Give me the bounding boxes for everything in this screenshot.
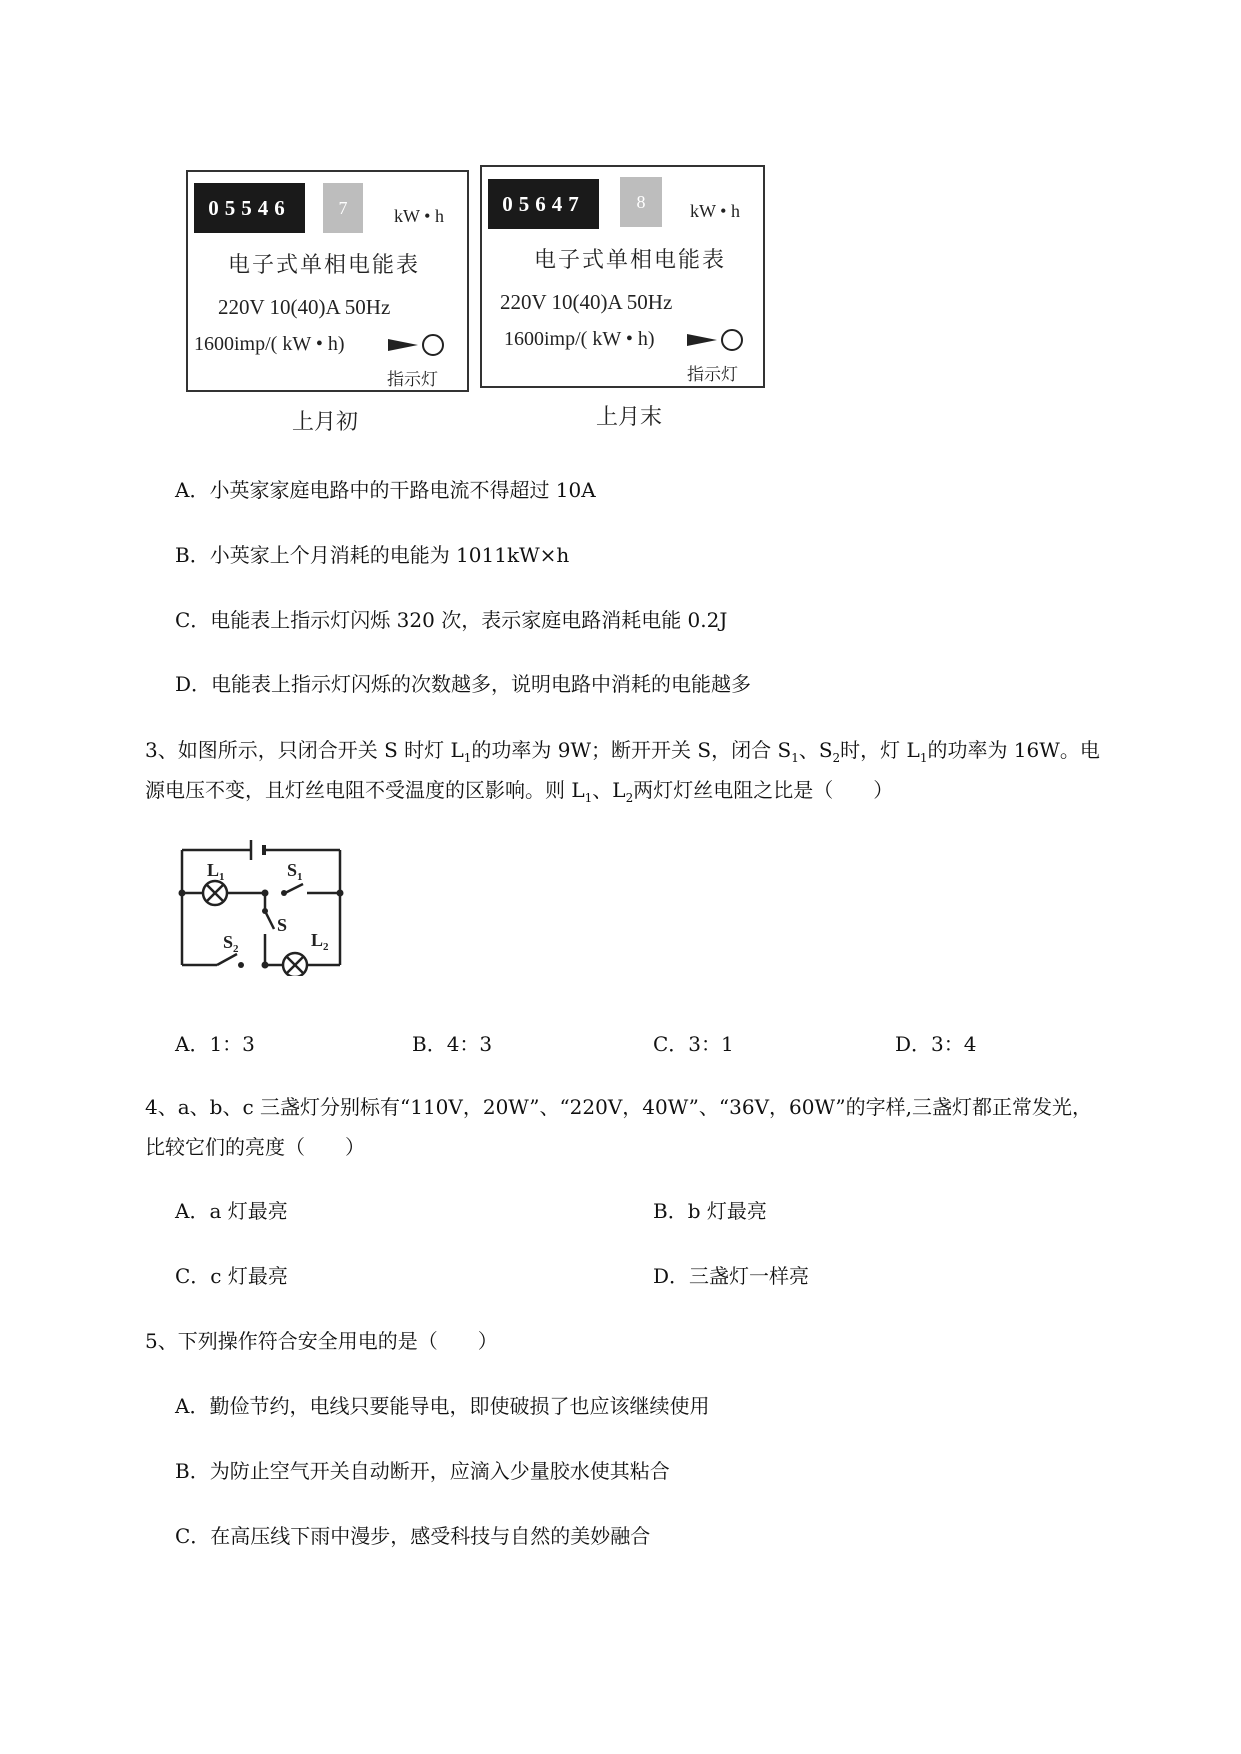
meter-unit: kW • h [690,201,740,221]
q3-stem-line1: 3、如图所示，只闭合开关 S 时灯 $L_1$的功率为 9W；断开开关 S，闭合 $S_1$、$S_2$时，灯 $L_1$的功率为 16W。电 [145,738,1100,765]
q2-option-b: B．小英家上个月消耗的电能为 1011kW×h [175,543,570,567]
meter-name: 电子式单相电能表 [228,252,421,277]
circuit-diagram [175,836,350,976]
q2-option-a: A．小英家家庭电路中的干路电流不得超过 10A [175,478,596,502]
q3-option-c: C．3：1 [653,1032,734,1056]
meter-caption: 上月初 [292,410,359,435]
q3-option-b: B．4：3 [412,1032,493,1056]
indicator-light-icon [388,332,448,358]
q5-option-c: C．在高压线下雨中漫步，感受科技与自然的美妙融合 [175,1524,651,1548]
label-S2: $S_2$ [223,932,239,955]
q2-option-c: C．电能表上指示灯闪烁 320 次，表示家庭电路消耗电能 0.2J [175,608,728,632]
meter-spec: 220V 10(40)A 50Hz [218,295,391,319]
meter-impulse: 1600imp/( kW • h) [194,333,345,355]
q3-option-a: A．1：3 [175,1032,255,1056]
meter-reading-digits: 05546 [194,183,305,233]
meter-impulse: 1600imp/( kW • h) [504,328,655,350]
meter-reading-digits: 05647 [488,179,599,229]
q4-option-b: B．b 灯最亮 [653,1199,767,1223]
meter-name: 电子式单相电能表 [534,247,727,272]
q5-stem: 5、下列操作符合安全用电的是（ ） [145,1329,498,1353]
q5-option-a: A．勤俭节约，电线只要能导电，即使破损了也应该继续使用 [175,1394,710,1418]
meter-caption: 上月末 [596,405,663,430]
label-L2: $L_2$ [311,930,329,953]
q2-option-d: D．电能表上指示灯闪烁的次数越多，说明电路中消耗的电能越多 [175,672,752,696]
meter-unit: kW • h [394,206,444,226]
q4-option-c: C．c 灯最亮 [175,1264,288,1288]
label-S1: $S_1$ [287,860,303,883]
label-L1: $L_1$ [207,860,225,883]
meter-spec: 220V 10(40)A 50Hz [500,290,673,314]
q4-option-a: A．a 灯最亮 [175,1199,288,1223]
meter-last-month-start [186,170,469,392]
q5-option-b: B．为防止空气开关自动断开，应滴入少量胶水使其粘合 [175,1459,670,1483]
indicator-light-icon [687,327,747,353]
meter-reading-decimal: 7 [323,183,363,233]
label-S: S [277,915,288,935]
indicator-label: 指示灯 [387,370,438,389]
q4-option-d: D．三盏灯一样亮 [653,1264,810,1288]
q3-stem-line2: 源电压不变，且灯丝电阻不受温度的区影响。则 $L_1$、$L_2$两灯灯丝电阻之比是（ ） [145,778,894,805]
q4-stem-line1: 4、a、b、c 三盏灯分别标有“110V，20W”、“220V，40W”、“36V，60W”的字样,三盏灯都正常发光， [145,1095,1092,1119]
meter-last-month-end [480,165,765,388]
q4-stem-line2: 比较它们的亮度（ ） [145,1135,365,1159]
meter-reading-decimal: 8 [620,177,662,227]
indicator-label: 指示灯 [687,365,738,384]
q3-option-d: D．3：4 [895,1032,977,1056]
